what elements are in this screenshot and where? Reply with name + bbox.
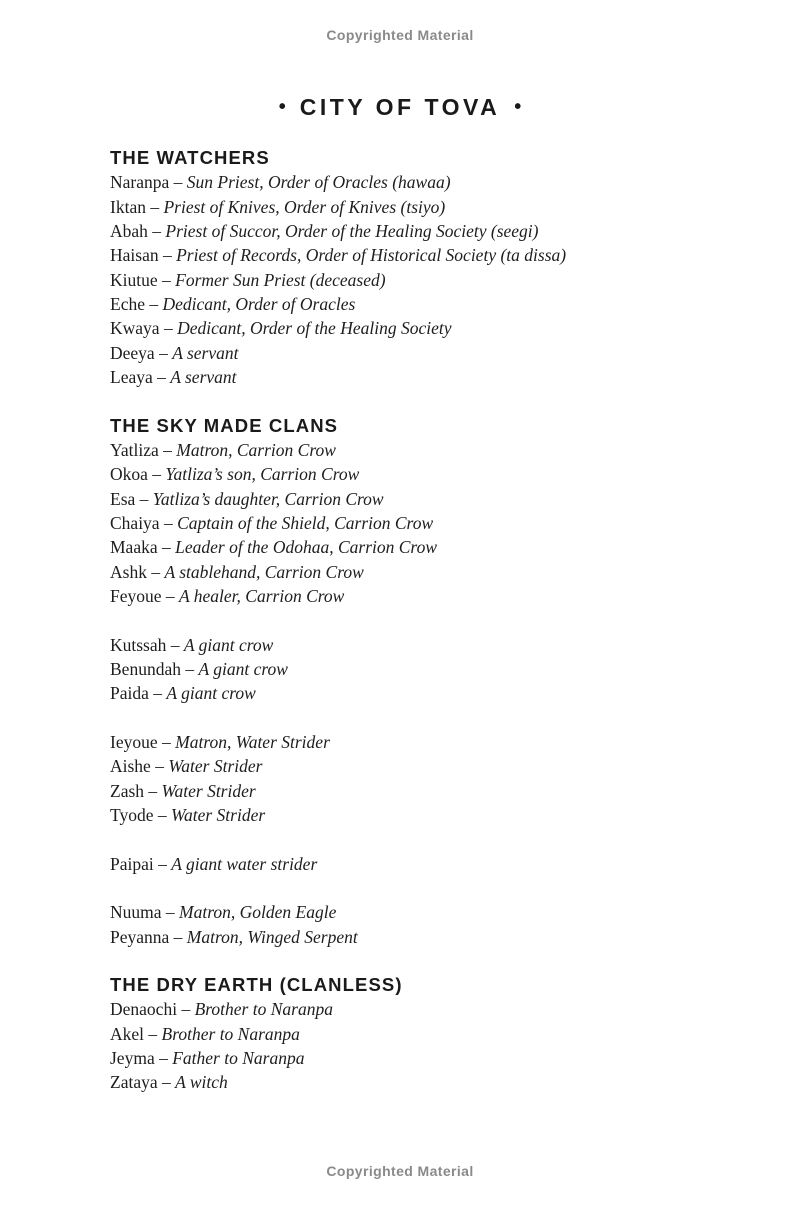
- separator-dash: –: [144, 293, 163, 314]
- character-name: Naranpa: [110, 172, 170, 193]
- character-role: A witch: [175, 1072, 228, 1093]
- character-name: Denaochi: [110, 999, 178, 1020]
- character-entry: [110, 170, 760, 194]
- character-role: Priest of Succor, Order of the Healing Society (seegi): [165, 220, 539, 241]
- character-name: Benundah: [110, 658, 181, 679]
- character-entry: [110, 900, 760, 924]
- character-entry: [110, 584, 760, 608]
- character-name: Nuuma: [110, 902, 162, 923]
- separator-dash: –: [154, 1048, 173, 1069]
- character-name: Ashk: [110, 561, 147, 582]
- section-heading: THE WATCHERS: [110, 147, 270, 168]
- character-entry: [110, 730, 760, 754]
- character-section: [110, 146, 760, 389]
- separator-dash: –: [150, 756, 169, 777]
- character-role: Brother to Naranpa: [194, 999, 333, 1020]
- character-role: Dedicant, Order of Oracles: [162, 293, 356, 314]
- character-role: Leader of the Odohaa, Carrion Crow: [175, 537, 437, 558]
- character-entry: [110, 535, 760, 559]
- character-role: A giant crow: [183, 634, 274, 655]
- character-name: Abah: [110, 220, 148, 241]
- character-role: Former Sun Priest (deceased): [175, 269, 386, 290]
- character-group: [110, 900, 760, 949]
- separator-dash: –: [147, 464, 166, 485]
- separator-dash: –: [153, 804, 171, 825]
- character-name: Chaiya: [110, 512, 160, 533]
- character-group: [110, 730, 760, 827]
- character-role: Dedicant, Order of the Healing Society: [177, 318, 452, 339]
- character-name: Esa: [110, 488, 136, 509]
- character-entry: [110, 925, 760, 949]
- character-name: Aishe: [110, 756, 151, 777]
- title-bullet-right-icon: •: [514, 96, 522, 118]
- character-name: Tyode: [110, 804, 154, 825]
- character-section: [110, 414, 760, 949]
- character-entry: [110, 438, 760, 462]
- character-role: Priest of Records, Order of Historical Society (ta dissa): [176, 245, 567, 266]
- separator-dash: –: [157, 537, 176, 558]
- page-title: [0, 93, 800, 125]
- separator-dash: –: [147, 220, 166, 241]
- character-name: Akel: [110, 1023, 145, 1044]
- character-group: [110, 438, 760, 608]
- character-name: Paipai: [110, 853, 154, 874]
- character-entry: [110, 633, 760, 657]
- character-role: Yatliza’s son, Carrion Crow: [165, 464, 360, 485]
- character-name: Yatliza: [110, 439, 159, 460]
- character-entry: [110, 754, 760, 778]
- character-name: Feyoue: [110, 585, 162, 606]
- character-list: [110, 146, 760, 1095]
- separator-dash: –: [158, 245, 177, 266]
- separator-dash: –: [159, 512, 178, 533]
- character-role: Water Strider: [171, 804, 266, 825]
- character-role: A healer, Carrion Crow: [179, 585, 345, 606]
- character-entry: [110, 997, 760, 1021]
- character-role: A giant crow: [166, 683, 256, 704]
- separator-dash: –: [177, 999, 195, 1020]
- character-role: Brother to Naranpa: [161, 1023, 300, 1044]
- character-role: A stablehand, Carrion Crow: [164, 561, 364, 582]
- character-name: Ieyoue: [110, 731, 158, 752]
- character-entry: [110, 195, 760, 219]
- character-entry: [110, 316, 760, 340]
- character-entry: [110, 681, 760, 705]
- separator-dash: –: [148, 683, 167, 704]
- character-role: Matron, Carrion Crow: [176, 439, 336, 460]
- character-entry: [110, 292, 760, 316]
- separator-dash: –: [157, 269, 176, 290]
- character-role: Father to Naranpa: [172, 1048, 305, 1069]
- separator-dash: –: [135, 488, 153, 509]
- separator-dash: –: [180, 658, 199, 679]
- character-name: Peyanna: [110, 926, 170, 947]
- character-entry: [110, 1070, 760, 1094]
- separator-dash: –: [159, 318, 178, 339]
- character-group: [110, 633, 760, 706]
- character-name: Iktan: [110, 196, 146, 217]
- character-entry: [110, 779, 760, 803]
- separator-dash: –: [169, 172, 187, 193]
- character-name: Kiutue: [110, 269, 158, 290]
- character-name: Maaka: [110, 537, 158, 558]
- separator-dash: –: [161, 585, 180, 606]
- character-name: Haisan: [110, 245, 159, 266]
- separator-dash: –: [144, 1023, 162, 1044]
- character-role: Yatliza’s daughter, Carrion Crow: [152, 488, 384, 509]
- character-name: Zash: [110, 780, 145, 801]
- character-group: [110, 852, 760, 876]
- character-group: [110, 170, 760, 389]
- character-role: Water Strider: [161, 780, 256, 801]
- character-role: A servant: [172, 342, 239, 363]
- character-name: Okoa: [110, 464, 148, 485]
- title-bullet-left-icon: •: [278, 96, 286, 118]
- character-entry: [110, 803, 760, 827]
- separator-dash: –: [144, 780, 162, 801]
- separator-dash: –: [166, 634, 184, 655]
- character-name: Paida: [110, 683, 149, 704]
- character-entry: [110, 243, 760, 267]
- separator-dash: –: [146, 561, 165, 582]
- character-role: Water Strider: [168, 756, 263, 777]
- character-role: Matron, Water Strider: [175, 731, 330, 752]
- character-role: Sun Priest, Order of Oracles (hawaa): [186, 172, 451, 193]
- character-entry: [110, 487, 760, 511]
- character-entry: [110, 852, 760, 876]
- character-entry: [110, 365, 760, 389]
- separator-dash: –: [169, 926, 187, 947]
- separator-dash: –: [145, 196, 164, 217]
- copyright-notice-top: Copyrighted Material: [326, 27, 474, 43]
- character-entry: [110, 1022, 760, 1046]
- section-heading: THE DRY EARTH (CLANLESS): [110, 974, 403, 996]
- character-entry: [110, 1046, 760, 1070]
- character-entry: [110, 268, 760, 292]
- character-entry: [110, 511, 760, 535]
- character-role: Matron, Golden Eagle: [179, 902, 337, 923]
- character-name: Zataya: [110, 1072, 158, 1093]
- character-group: [110, 997, 760, 1094]
- section-heading: THE SKY MADE CLANS: [110, 414, 339, 436]
- character-name: Leaya: [110, 366, 153, 387]
- character-name: Jeyma: [110, 1048, 155, 1069]
- character-section: [110, 973, 760, 1095]
- separator-dash: –: [153, 853, 172, 874]
- character-name: Deeya: [110, 342, 155, 363]
- separator-dash: –: [154, 342, 173, 363]
- character-role: A servant: [170, 366, 237, 387]
- character-entry: [110, 219, 760, 243]
- character-name: Kutssah: [110, 634, 167, 655]
- separator-dash: –: [158, 439, 177, 460]
- character-role: Matron, Winged Serpent: [186, 926, 358, 947]
- separator-dash: –: [152, 366, 171, 387]
- character-name: Eche: [110, 293, 145, 314]
- separator-dash: –: [161, 902, 180, 923]
- character-entry: [110, 560, 760, 584]
- character-role: A giant crow: [198, 658, 288, 679]
- separator-dash: –: [157, 1072, 176, 1093]
- copyright-notice-bottom: Copyrighted Material: [326, 1163, 474, 1179]
- character-role: A giant water strider: [171, 853, 318, 874]
- separator-dash: –: [157, 731, 176, 752]
- character-entry: [110, 341, 760, 365]
- character-name: Kwaya: [110, 318, 160, 339]
- character-entry: [110, 657, 760, 681]
- page-title-text: CITY OF TOVA: [299, 94, 501, 120]
- character-role: Captain of the Shield, Carrion Crow: [177, 512, 434, 533]
- character-role: Priest of Knives, Order of Knives (tsiyo): [163, 196, 446, 217]
- character-entry: [110, 462, 760, 486]
